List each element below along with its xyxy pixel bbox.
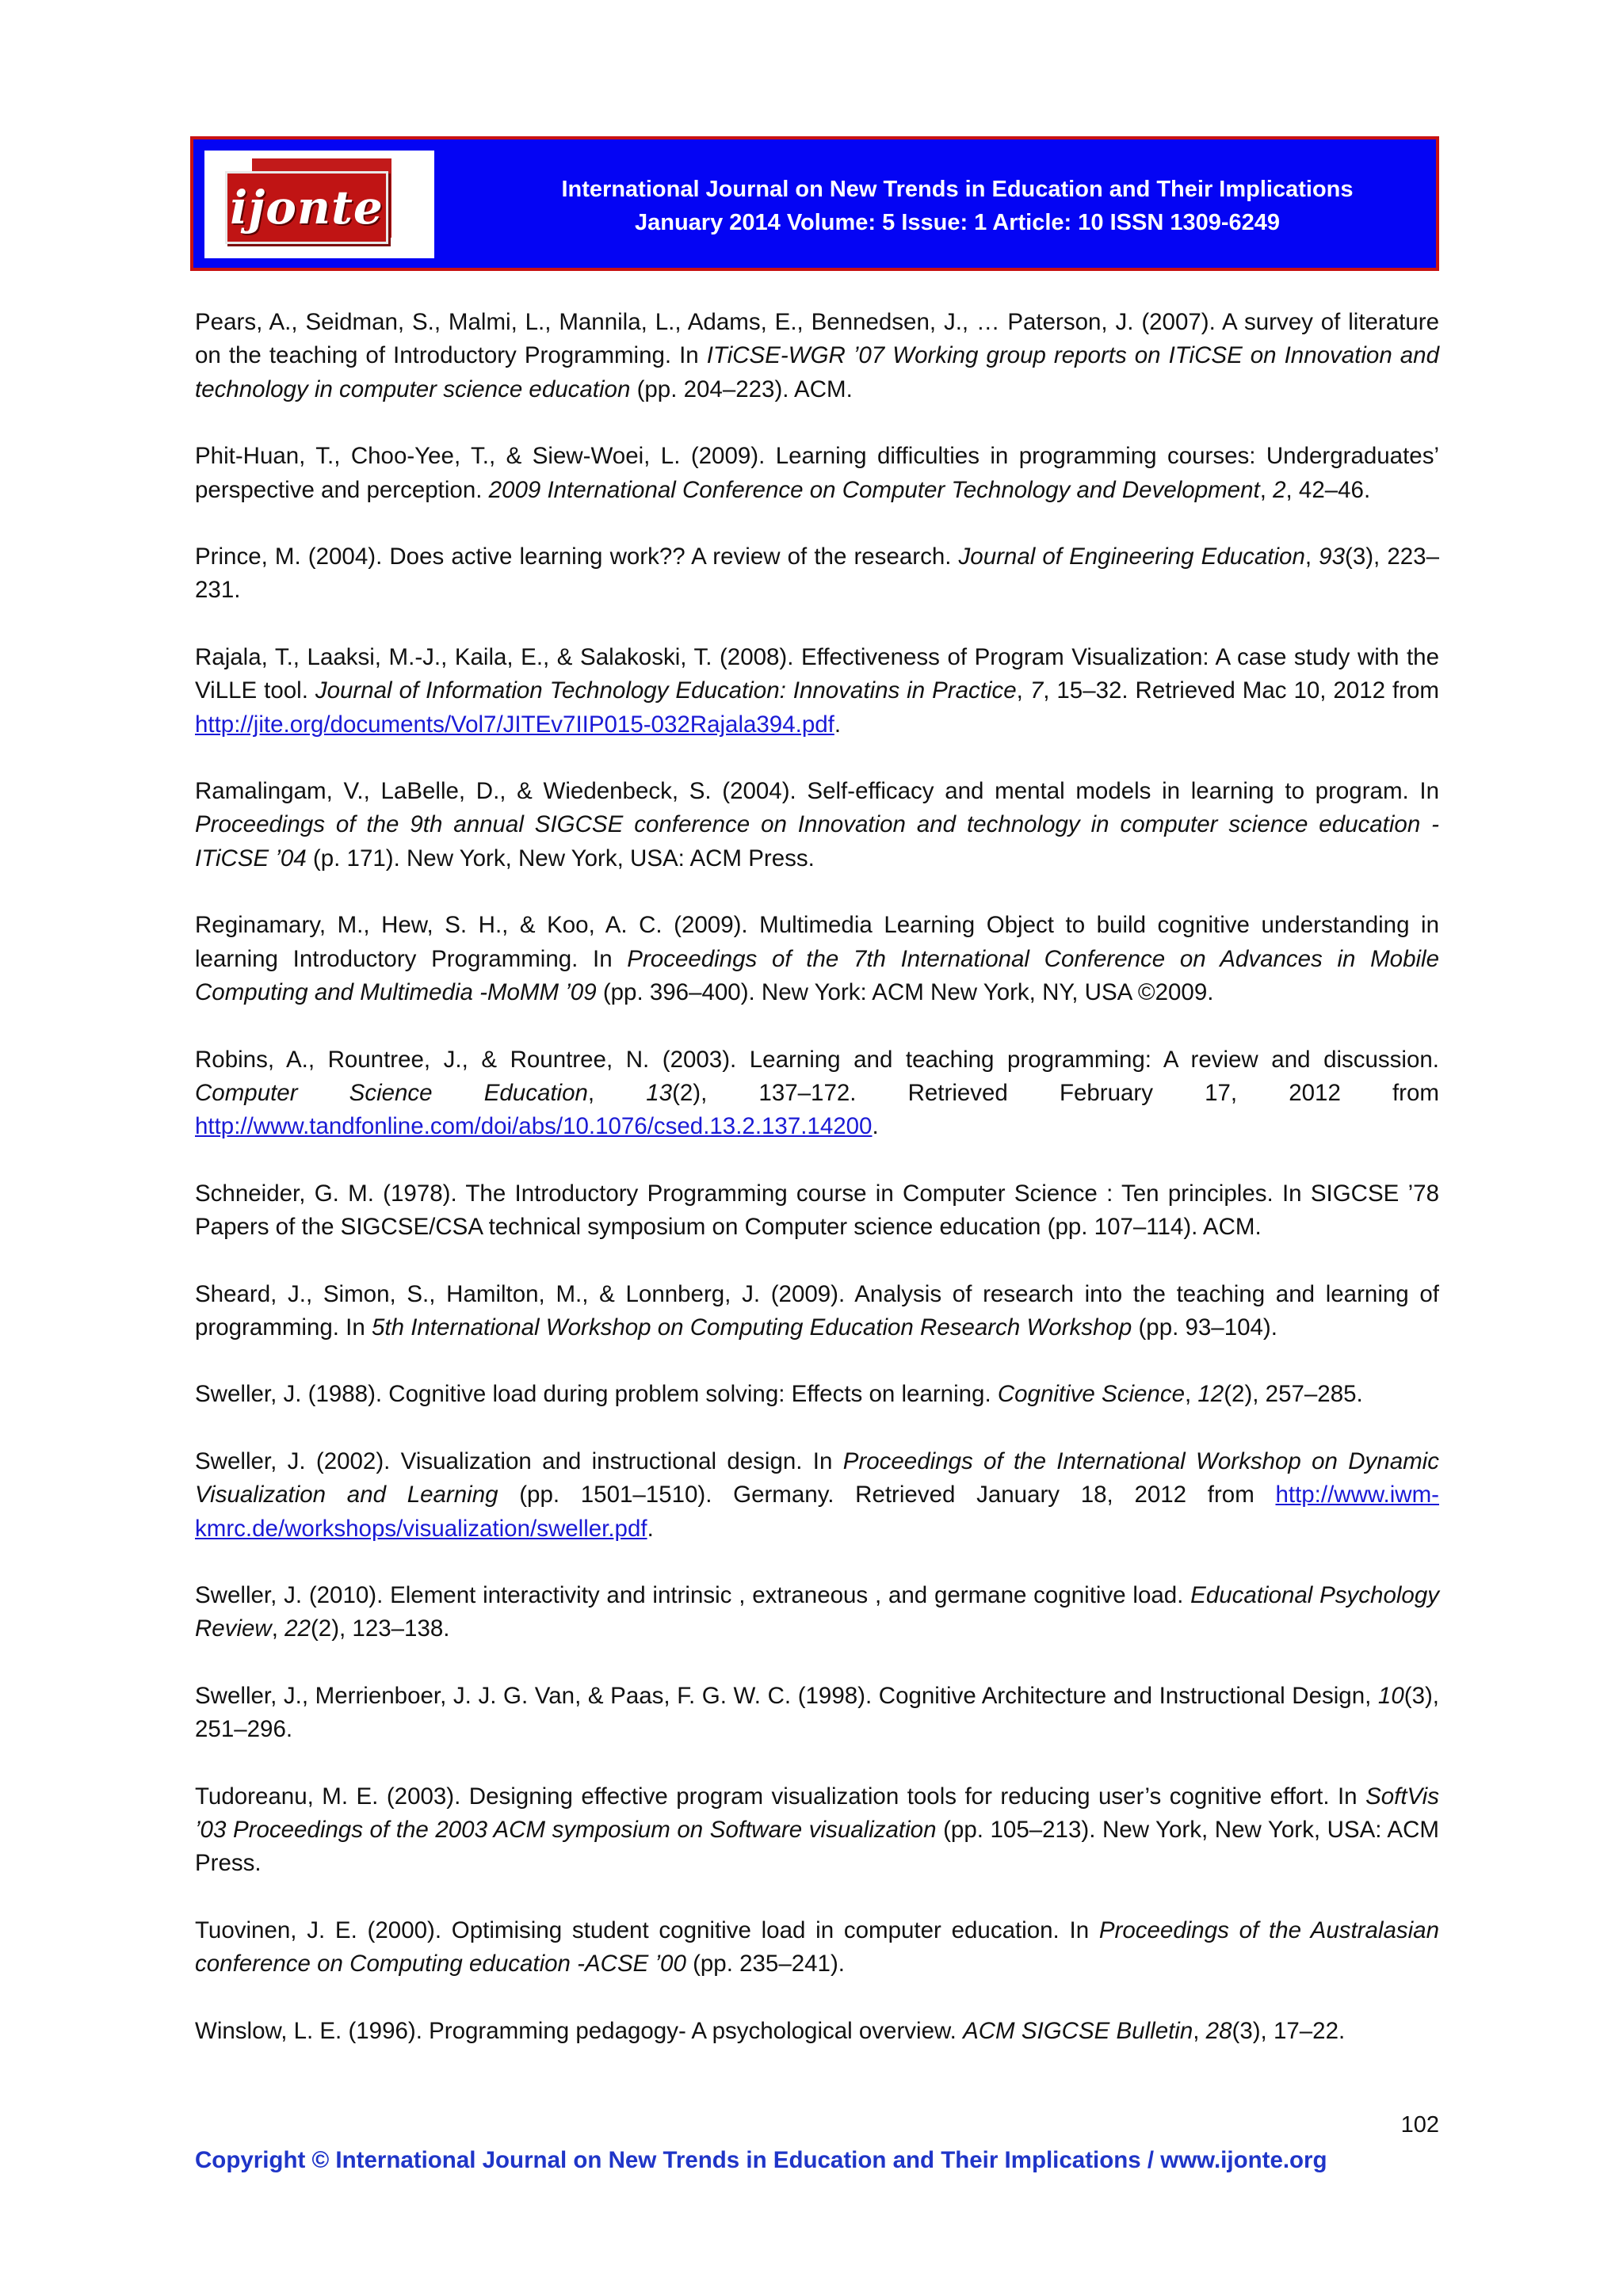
header-text	[510, 173, 1404, 239]
reference-item: Reginamary, M., Hew, S. H., & Koo, A. C. (2009). Multimedia Learning Object to build cognitive understanding in learning Introductory Programming. In Proceedings of the 7th International Conference on Advances in Mobile Computing and Multimedia -MoMM ’09 (pp. 396–400). New York: ACM New York, NY, USA ©2009.	[195, 912, 1440, 1006]
journal-title: International Journal on New Trends in Education and Their Implications	[561, 177, 1354, 202]
reference-list	[195, 306, 1439, 2081]
reference-link[interactable]: http://www.iwm-kmrc.de/workshops/visualization/sweller.pdf	[195, 1482, 1439, 1542]
copyright-footer: Copyright © International Journal on New Trends in Education and Their Implications / www.ijonte.org	[195, 2147, 1327, 2173]
reference-item: Winslow, L. E. (1996). Programming pedagogy- A psychological overview. ACM SIGCSE Bulletin, 28(3), 17–22.	[195, 2017, 1346, 2044]
reference-item: Prince, M. (2004). Does active learning work?? A review of the research. Journal of Engineering Education, 93(3), 223–231.	[195, 543, 1439, 604]
reference-item: Sweller, J. (2010). Element interactivity and intrinsic , extraneous , and germane cognitive load. Educational Psychology Review, 22(2), 123–138.	[195, 1581, 1439, 1642]
reference-item: Sweller, J., Merrienboer, J. J. G. Van, & Paas, F. G. W. C. (1998). Cognitive Architecture and Instructional Design, 10(3), 251–296.	[195, 1682, 1439, 1743]
reference-item: Ramalingam, V., LaBelle, D., & Wiedenbeck, S. (2004). Self-efficacy and mental models in learning to program. In Proceedings of the 9th annual SIGCSE conference on Innovation and technology in computer science education - ITiCSE ’04 (p. 171). New York, New York, USA: ACM Press.	[195, 778, 1439, 871]
reference-item: Pears, A., Seidman, S., Malmi, L., Mannila, L., Adams, E., Bennedsen, J., … Paterson, J. (2007). A survey of literature on the teaching of Introductory Programming. In ITiCSE-WGR ’07 Working group reports on ITiCSE on Innovation and technology in computer science education (pp. 204–223). ACM.	[195, 309, 1439, 402]
reference-link[interactable]: http://jite.org/documents/Vol7/JITEv7IIP015-032Rajala394.pdf	[195, 711, 834, 738]
reference-item: Rajala, T., Laaksi, M.-J., Kaila, E., & Salakoski, T. (2008). Effectiveness of Program Visualization: A case study with the ViLLE tool. Journal of Information Technology Education: Innovatins in Practice, 7, 15–32. Retrieved Mac 10, 2012 from http://jite.org/documents/Vol7/JITEv7IIP015-032Rajala394.pdf.	[195, 643, 1439, 738]
reference-item: Sheard, J., Simon, S., Hamilton, M., & Lonnberg, J. (2009). Analysis of research into the teaching and learning of programming. In 5th International Workshop on Computing Education Research Workshop (pp. 93–104).	[195, 1280, 1439, 1341]
reference-item: Robins, A., Rountree, J., & Rountree, N. (2003). Learning and teaching programming: A review and discussion. Computer Science Education, 13(2), 137–172. Retrieved February 17, 2012 from http://www.tandfonline.com/doi/abs/10.1076/csed.13.2.137.14200.	[195, 1046, 1439, 1140]
page-number: 102	[1400, 2112, 1439, 2138]
journal-logo	[204, 151, 434, 258]
reference-item: Sweller, J. (1988). Cognitive load during problem solving: Effects on learning. Cognitive Science, 12(2), 257–285.	[195, 1381, 1363, 1408]
issue-line: January 2014 Volume: 5 Issue: 1 Article: 10 ISSN 1309-6249	[634, 210, 1281, 235]
reference-item: Tuovinen, J. E. (2000). Optimising student cognitive load in computer education. In Proceedings of the Australasian conference on Computing education -ACSE ’00 (pp. 235–241).	[195, 1917, 1439, 1978]
journal-header	[190, 136, 1439, 271]
logo-plate	[225, 171, 388, 244]
reference-item: Phit-Huan, T., Choo-Yee, T., & Siew-Woei, L. (2009). Learning difficulties in programming courses: Undergraduates’ perspective and perception. 2009 International Conference on Computer Technology and Development, 2, 42–46.	[195, 443, 1439, 503]
reference-item: Tudoreanu, M. E. (2003). Designing effective program visualization tools for reducing user’s cognitive effort. In SoftVis ’03 Proceedings of the 2003 ACM symposium on Software visualization (pp. 105–213). New York, New York, USA: ACM Press.	[195, 1783, 1439, 1877]
reference-item: Sweller, J. (2002). Visualization and instructional design. In Proceedings of the International Workshop on Dynamic Visualization and Learning (pp. 1501–1510). Germany. Retrieved January 18, 2012 from http://www.iwm-kmrc.de/workshops/visualization/sweller.pdf.	[195, 1447, 1439, 1542]
reference-item: Schneider, G. M. (1978). The Introductory Programming course in Computer Science : Ten principles. In SIGCSE ’78 Papers of the SIGCSE/CSA technical symposium on Computer science education (pp. 107–114). ACM.	[195, 1180, 1439, 1241]
reference-link[interactable]: http://www.tandfonline.com/doi/abs/10.1076/csed.13.2.137.14200	[195, 1113, 873, 1140]
logo-text: ijonte	[230, 181, 384, 235]
